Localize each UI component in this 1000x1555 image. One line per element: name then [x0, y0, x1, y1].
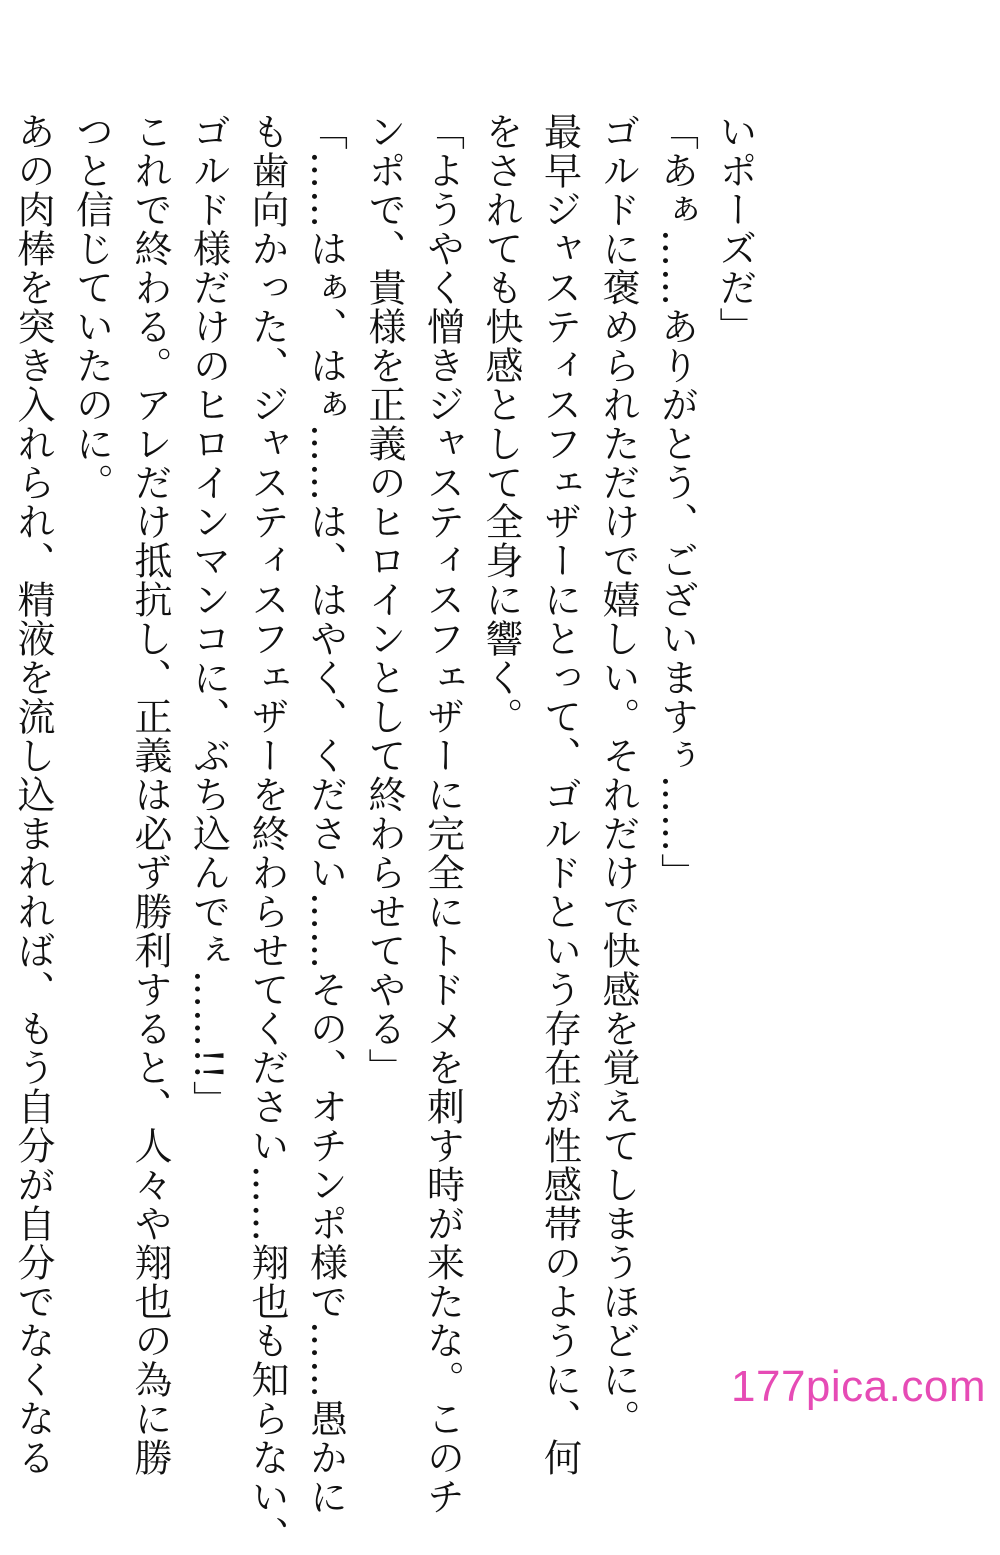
text-line: [0, 112, 4, 1342]
text-line: あの肉棒を突き入れられ、精液を流し込まれれば、もう自分が自分でなくなる: [11, 112, 55, 1477]
text-line: 「あぁ……ありがとう、ございますぅ……」: [654, 112, 699, 892]
text-line: つと信じていたのに。: [69, 112, 114, 502]
text-line: ンポで、貴様を正義のヒロインとして終わらせてやる」: [362, 112, 406, 1087]
text-line: 「ようやく憎きジャスティスフェザーに完全にトドメを刺す時が来たな。このチ: [420, 112, 465, 1516]
site-watermark: 177pica.com: [731, 1362, 986, 1411]
text-line: これで終わる。アレだけ抵抗し、正義は必ず勝利すると、人々や翔也の為に勝: [128, 112, 172, 1477]
text-line: をされても快感として全身に響く。: [479, 112, 523, 736]
text-line: ゴルドに褒められただけで嬉しい。それだけで快感を覚えてしまうほどに。: [596, 112, 640, 1438]
text-line: 「……はぁ、はぁ……は、はやく、ください……その、オチンポ様で……愚かに: [303, 112, 348, 1516]
vertical-text-block: [0, 112, 764, 1555]
text-line: ゴルド様だけのヒロインマンコに、ぶち込んでぇ……!!」: [186, 112, 231, 1120]
text-line: 最早ジャスティスフェザーにとって、ゴルドという存在が性感帯のように、何: [537, 112, 582, 1477]
text-line: いポーズだ」: [713, 112, 757, 346]
text-line: も歯向かった、ジャスティスフェザーを終わらせてください……翔也も知らない、: [245, 112, 289, 1555]
